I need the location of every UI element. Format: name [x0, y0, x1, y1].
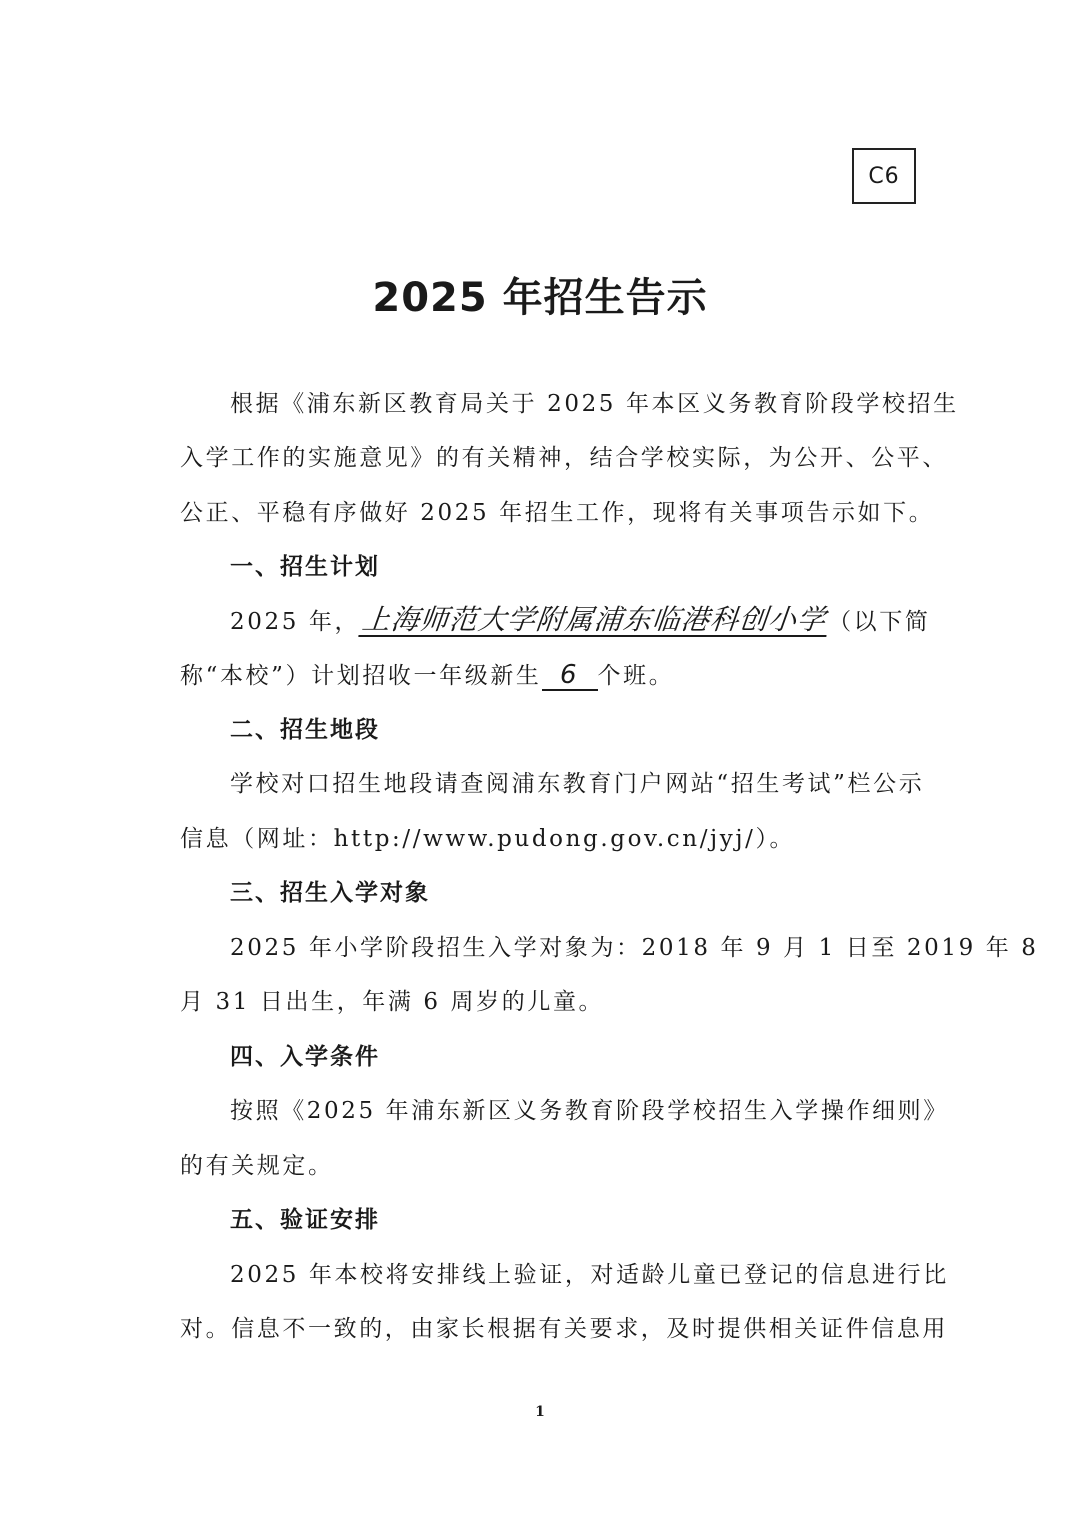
- section-2-line-2: 信息（网址：http://www.pudong.gov.cn/jyj/）。: [180, 826, 796, 852]
- intro-line-1: 根据《浦东新区教育局关于 2025 年本区义务教育阶段学校招生: [230, 391, 959, 417]
- page-number: 1: [535, 1404, 545, 1420]
- section-3-heading: 三、招生入学对象: [230, 880, 430, 906]
- intro-line-3: 公正、平稳有序做好 2025 年招生工作，现将有关事项告示如下。: [180, 500, 935, 526]
- class-count-handwritten: 6: [542, 661, 598, 691]
- intro-line-2: 入学工作的实施意见》的有关精神，结合学校实际，为公开、公平、: [180, 445, 948, 471]
- section-5-line-1: 2025 年本校将安排线上验证，对适龄儿童已登记的信息进行比: [230, 1262, 949, 1288]
- document-code-box: [852, 148, 916, 204]
- section-4-line-1: 按照《2025 年浦东新区义务教育阶段学校招生入学操作细则》: [230, 1098, 949, 1124]
- section-3-line-1: 2025 年小学阶段招生入学对象为：2018 年 9 月 1 日至 2019 年 8: [230, 935, 1039, 961]
- section-4-line-2: 的有关规定。: [180, 1153, 334, 1179]
- section-1-line-1-suffix: （以下简: [828, 609, 931, 635]
- page-title: 2025 年招生告示: [372, 275, 708, 321]
- section-1-line-2-prefix: 称“本校”）计划招收一年级新生: [180, 663, 542, 689]
- section-2-line-1: 学校对口招生地段请查阅浦东教育门户网站“招生考试”栏公示: [230, 771, 925, 797]
- section-5-heading: 五、验证安排: [230, 1207, 380, 1233]
- section-1-heading: 一、招生计划: [230, 554, 380, 580]
- section-1-line-1: [230, 605, 930, 638]
- school-name-handwritten: 上海师范大学附属浦东临港科创小学: [358, 605, 829, 637]
- section-1-line-2: [180, 660, 674, 692]
- section-4-heading: 四、入学条件: [230, 1044, 380, 1070]
- section-1-line-2-suffix: 个班。: [597, 663, 675, 689]
- section-2-heading: 二、招生地段: [230, 717, 380, 743]
- document-code: C6: [868, 163, 900, 189]
- section-1-year-prefix: 2025 年，: [230, 609, 361, 635]
- section-5-line-2: 对。信息不一致的，由家长根据有关要求，及时提供相关证件信息用: [180, 1316, 948, 1342]
- section-3-line-2: 月 31 日出生，年满 6 周岁的儿童。: [180, 989, 605, 1015]
